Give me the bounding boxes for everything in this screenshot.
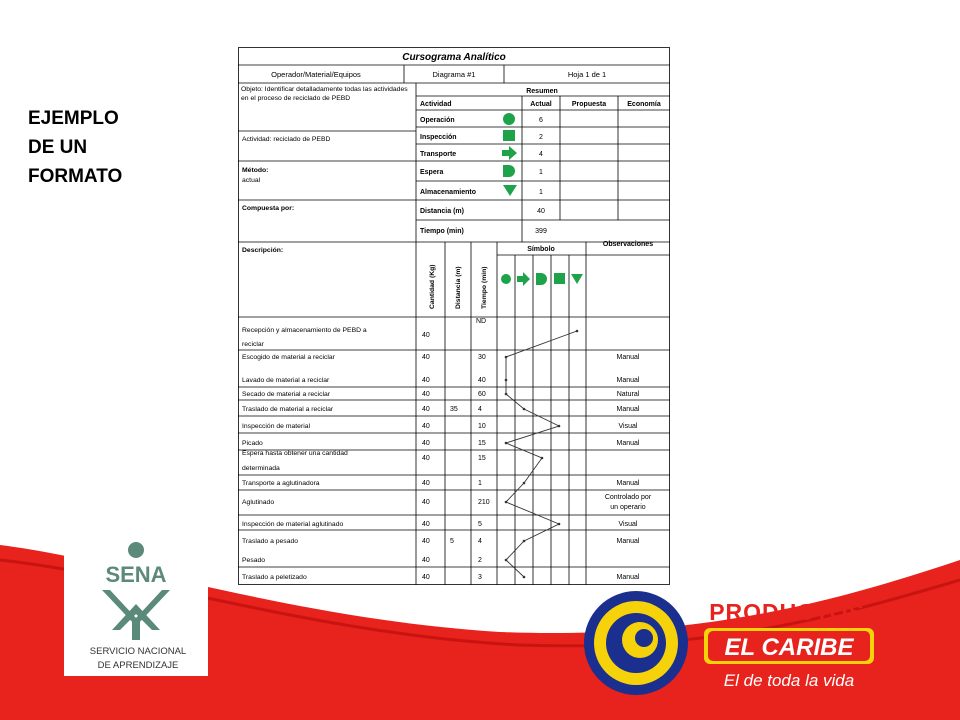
- step-quantity: 40: [422, 557, 430, 564]
- flow-point: [558, 425, 561, 428]
- step-description: Picado: [242, 440, 263, 447]
- step-quantity: 40: [422, 377, 430, 384]
- delay-d-icon: [536, 273, 547, 285]
- process-chart-document: [238, 47, 670, 585]
- resumen-row-label: Almacenamiento: [420, 189, 477, 196]
- step-quantity: 40: [422, 391, 430, 398]
- objeto-text: Objeto: Identificar detalladamente todas las actividades en el proceso de reciclado de PEBD: [241, 86, 408, 102]
- flow-point: [541, 457, 544, 460]
- col-tiempo: Tiempo (min): [481, 266, 488, 309]
- step-description: Recepción y almacenamiento de PEBD a: [242, 327, 367, 334]
- inspection-square-icon: [503, 130, 515, 141]
- step-description: Espera hasta obtener una cantidad: [242, 450, 348, 457]
- step-quantity: 40: [422, 423, 430, 430]
- step-description: determinada: [242, 465, 280, 472]
- step-observation: Manual: [616, 538, 640, 545]
- step-distance: 35: [450, 406, 458, 413]
- step-time: 4: [478, 538, 482, 545]
- sena-line1: SERVICIO NACIONAL: [89, 646, 187, 657]
- flow-point: [523, 540, 526, 543]
- step-quantity: 40: [422, 354, 430, 361]
- header-diagram: Diagrama #1: [432, 70, 476, 79]
- actividad-text: Actividad: reciclado de PEBD: [242, 136, 331, 143]
- step-time: ND: [476, 318, 487, 325]
- step-observation: Manual: [616, 440, 640, 447]
- step-observation: un operario: [610, 504, 646, 511]
- step-time: 3: [478, 574, 482, 581]
- step-quantity: 40: [422, 440, 430, 447]
- transport-arrow-icon: [502, 146, 517, 160]
- resumen-row-label: Espera: [420, 169, 444, 176]
- caribe-slogan: El de toda la vida: [723, 671, 855, 690]
- step-time: 40: [478, 377, 486, 384]
- flow-point: [558, 523, 561, 526]
- tiempo-label: Tiempo (min): [420, 228, 464, 235]
- resumen-row-value: 1: [539, 189, 543, 196]
- step-observation: Manual: [616, 480, 640, 487]
- sena-logo: [64, 530, 208, 676]
- step-quantity: 40: [422, 499, 430, 506]
- step-observation: Controlado por: [604, 494, 652, 501]
- resumen-row-value: 4: [539, 151, 543, 158]
- step-description: Traslado de material a reciclar: [242, 406, 334, 413]
- caribe-main-text: EL CARIBE: [724, 634, 854, 661]
- step-time: 30: [478, 354, 486, 361]
- metodo-label: Método:: [242, 167, 269, 174]
- step-observation: Manual: [616, 574, 640, 581]
- step-time: 210: [478, 499, 490, 506]
- step-description: Pesado: [242, 557, 266, 564]
- resumen-row-value: 6: [539, 117, 543, 124]
- flow-point: [523, 576, 526, 579]
- step-description: Transporte a aglutinadora: [242, 480, 320, 487]
- step-observation: Natural: [616, 391, 640, 398]
- flow-point: [505, 442, 508, 445]
- step-description: Lavado de material a reciclar: [242, 377, 330, 384]
- col-simbolo: Símbolo: [527, 246, 555, 253]
- step-description: Inspección de material: [242, 423, 311, 430]
- step-description: Inspección de material aglutinado: [242, 521, 344, 528]
- resumen-row-value: 2: [539, 134, 543, 141]
- header-operator: Operador/Material/Equipos: [271, 70, 361, 79]
- distancia-value: 40: [537, 208, 545, 215]
- step-time: 5: [478, 521, 482, 528]
- sena-name: SENA: [105, 562, 167, 587]
- step-time: 15: [478, 455, 486, 462]
- resumen-row-label: Operación: [420, 117, 455, 124]
- header-page: Hoja 1 de 1: [567, 70, 607, 79]
- transport-arrow-icon: [517, 272, 530, 286]
- step-observation: Visual: [618, 521, 638, 528]
- slide-title-line: FORMATO: [28, 166, 123, 187]
- metodo-value: actual: [242, 177, 261, 184]
- col-cantidad: Cantidad (Kg): [429, 264, 436, 309]
- flow-point: [505, 559, 508, 562]
- step-time: 1: [478, 480, 482, 487]
- resumen-row-label: Transporte: [420, 151, 457, 158]
- step-description: Escogido de material a reciclar: [242, 354, 335, 361]
- inspection-square-icon: [554, 273, 565, 284]
- step-quantity: 40: [422, 332, 430, 339]
- tiempo-value: 399: [535, 228, 547, 235]
- step-quantity: 40: [422, 480, 430, 487]
- resumen-row-label: Inspección: [420, 134, 457, 141]
- resumen-title: Resumen: [526, 88, 558, 95]
- flow-point: [576, 330, 579, 333]
- resumen-col-economia: Economía: [627, 101, 661, 108]
- compuesta-label: Compuesta por:: [242, 205, 295, 212]
- slide-title: [28, 104, 122, 191]
- resumen-row-value: 1: [539, 169, 543, 176]
- distancia-label: Distancia (m): [420, 208, 464, 215]
- col-distancia: Distancia (m): [455, 266, 462, 309]
- step-time: 15: [478, 440, 486, 447]
- sena-line2: DE APRENDIZAJE: [97, 660, 179, 671]
- step-time: 60: [478, 391, 486, 398]
- step-description: reciclar: [242, 341, 264, 348]
- caribe-top-text: PRODUCTOS: [709, 599, 865, 625]
- resumen-col-actual: Actual: [530, 101, 552, 108]
- storage-triangle-icon: [503, 185, 517, 196]
- flow-point: [523, 408, 526, 411]
- operation-circle-icon: [503, 113, 515, 125]
- resumen-col-propuesta: Propuesta: [571, 101, 607, 108]
- slide-title-line: DE UN: [28, 137, 88, 158]
- step-observation: Visual: [618, 423, 638, 430]
- step-quantity: 40: [422, 574, 430, 581]
- step-observation: Manual: [616, 377, 640, 384]
- step-time: 4: [478, 406, 482, 413]
- storage-triangle-icon: [571, 274, 583, 284]
- step-quantity: 40: [422, 538, 430, 545]
- step-description: Secado de material a reciclar: [242, 391, 331, 398]
- descripcion-label: Descripción:: [242, 247, 284, 254]
- step-observation: Manual: [616, 354, 640, 361]
- step-description: Aglutinado: [242, 499, 275, 506]
- flow-line: [506, 331, 577, 577]
- step-observation: Manual: [616, 406, 640, 413]
- form-title: Cursograma Analítico: [402, 52, 506, 63]
- step-quantity: 40: [422, 455, 430, 462]
- step-time: 10: [478, 423, 486, 430]
- step-description: Traslado a peletizado: [242, 574, 307, 581]
- flow-point: [505, 393, 508, 396]
- slide-title-line: EJEMPLO: [28, 108, 119, 129]
- step-quantity: 40: [422, 521, 430, 528]
- operation-circle-icon: [501, 274, 511, 284]
- flow-point: [505, 501, 508, 504]
- step-description: Traslado a pesado: [242, 538, 299, 545]
- resumen-col-actividad: Actividad: [420, 101, 452, 108]
- flow-point: [523, 482, 526, 485]
- delay-d-icon: [503, 165, 515, 177]
- step-quantity: 40: [422, 406, 430, 413]
- step-distance: 5: [450, 538, 454, 545]
- flow-point: [505, 379, 508, 382]
- productos-el-caribe-logo: [582, 588, 882, 698]
- step-time: 2: [478, 557, 482, 564]
- flow-point: [505, 356, 508, 359]
- col-observaciones: Observaciones: [602, 241, 654, 248]
